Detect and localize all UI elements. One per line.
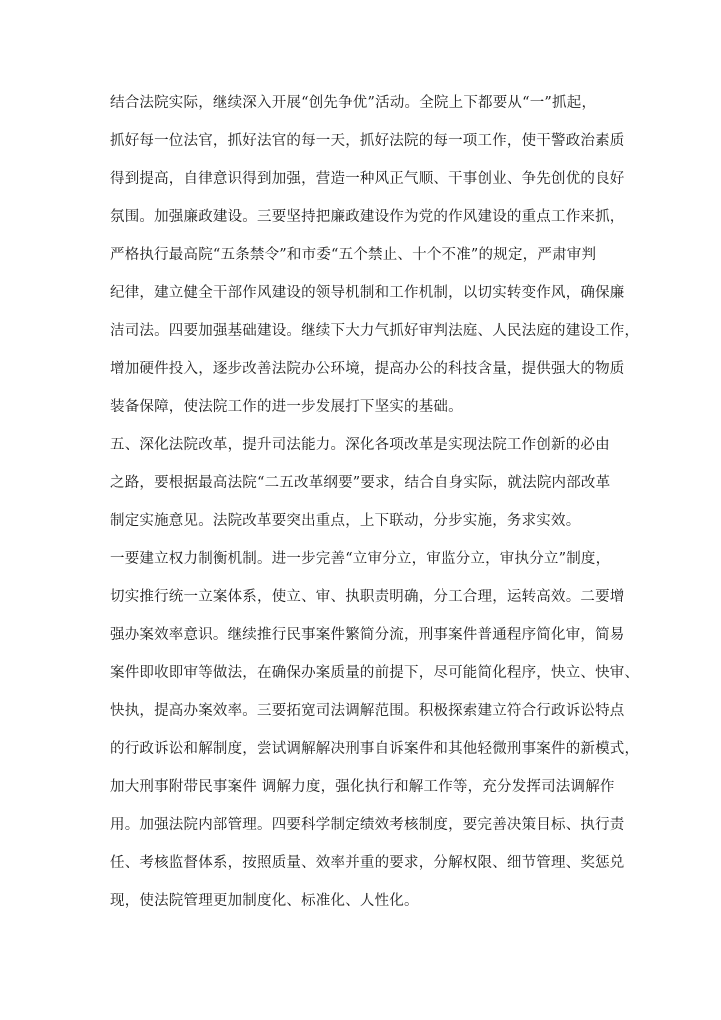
text-line: 制定实施意见。法院改革要突出重点，上下联动，分步实施，务求实效。 — [110, 513, 581, 529]
section-heading-line: 五、深化法院改革，提升司法能力。深化各项改革是实现法院工作创新的必由 — [110, 437, 610, 453]
text-line: 纪律，建立健全干部作风建设的领导机制和工作机制，以切实转变作风，确保廉 — [110, 285, 625, 301]
text-line: 之路，要根据最高法院“二五改革纲要”要求，结合自身实际，就法院内部改革 — [110, 475, 611, 491]
text-line: 案件即收即审等做法，在确保办案质量的前提下，尽可能简化程序，快立、快审、 — [110, 665, 640, 681]
text-line: 得到提高，自律意识得到加强，营造一种风正气顺、干事创业、争先创优的良好 — [110, 171, 625, 187]
text-line: 装备保障，使法院工作的进一步发展打下坚实的基础。 — [110, 399, 463, 415]
text-line: 抓好每一位法官，抓好法官的每一天，抓好法院的每一项工作，使干警政治素质 — [110, 133, 625, 149]
text-line: 洁司法。四要加强基础建设。继续下大力气抓好审判法庭、人民法庭的建设工作， — [110, 323, 640, 339]
text-line: 任、考核监督体系，按照质量、效率并重的要求，分解权限、细节管理、奖惩兑 — [110, 855, 625, 871]
text-line: 氛围。加强廉政建设。三要坚持把廉政建设作为党的作风建设的重点工作来抓， — [110, 209, 625, 225]
text-line: 结合法院实际，继续深入开展“创先争优”活动。全院上下都要从“一”抓起， — [110, 95, 597, 111]
text-line: 增加硬件投入，逐步改善法院办公环境，提高办公的科技含量，提供强大的物质 — [110, 361, 625, 377]
text-line: 一要建立权力制衡机制。进一步完善“立审分立，审监分立，审执分立”制度， — [110, 551, 611, 567]
text-line: 快执，提高办案效率。三要拓宽司法调解范围。积极探索建立符合行政诉讼特点 — [110, 703, 625, 719]
text-line: 强办案效率意识。继续推行民事案件繁简分流，刑事案件普通程序简化审，简易 — [110, 627, 625, 643]
text-line: 用。加强法院内部管理。四要科学制定绩效考核制度，要完善决策目标、执行责 — [110, 817, 625, 833]
text-line: 的行政诉讼和解制度，尝试调解解决刑事自诉案件和其他轻微刑事案件的新模式， — [110, 741, 640, 757]
text-line: 加大刑事附带民事案件 调解力度，强化执行和解工作等，充分发挥司法调解作 — [110, 779, 615, 795]
text-line: 切实推行统一立案体系，使立、审、执职责明确，分工合理，运转高效。二要增 — [110, 589, 625, 605]
text-line: 现，使法院管理更加制度化、标准化、人性化。 — [110, 893, 419, 909]
text-line: 严格执行最高院“五条禁令”和市委“五个禁止、十个不准”的规定，严肃审判 — [110, 247, 597, 263]
